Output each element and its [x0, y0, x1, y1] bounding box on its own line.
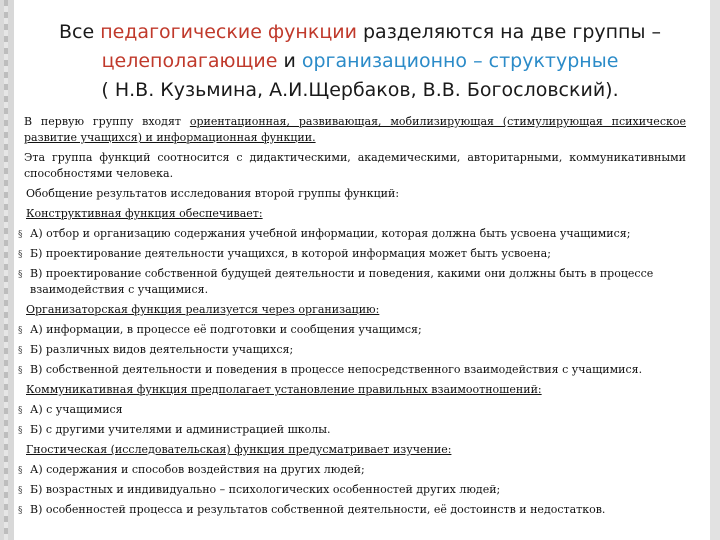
list-item: § А) информации, в процессе её подготовки и сообщения учащимся;: [30, 322, 686, 338]
bullet-icon: §: [18, 270, 23, 280]
list-item: § А) отбор и организацию содержания учебной информации, которая должна быть усвоена учащимися;: [30, 226, 686, 242]
organizational-heading: Организаторская функция реализуется через организацию:: [26, 303, 380, 316]
communicative-heading: Коммуникативная функция предполагает установление правильных взаимоотношений:: [26, 383, 542, 396]
list-item: § Б) различных видов деятельности учащихся;: [30, 342, 686, 358]
list-item: § Б) с другими учителями и администрацией школы.: [30, 422, 686, 438]
bullet-icon: §: [18, 466, 23, 476]
bullet-icon: §: [18, 230, 23, 240]
bullet-icon: §: [18, 346, 23, 356]
constructive-heading: Конструктивная функция обеспечивает:: [26, 207, 263, 220]
slide-body: [16, 114, 686, 522]
intro-paragraph-1: В первую группу входят ориентационная, развивающая, мобилизирующая (стимулирующая психическое развитие учащихся) и информационная функции.: [24, 115, 686, 144]
list-item: § В) собственной деятельности и поведения в процессе непосредственного взаимодействия с учащимися.: [30, 362, 686, 378]
list-item: § Б) проектирование деятельности учащихся, в которой информация может быть усвоена;: [30, 246, 686, 262]
title-highlight-pedagogical: педагогические функции: [100, 21, 357, 43]
slide-right-border: [710, 0, 720, 540]
bullet-icon: §: [18, 366, 23, 376]
bullet-icon: §: [18, 486, 23, 496]
title-highlight-org: организационно – структурные: [301, 50, 619, 72]
slide-left-border: [0, 0, 14, 540]
bullet-icon: §: [18, 506, 23, 516]
title-line-3: ( Н.В. Кузьмина, А.И.Щербаков, В.В. Богословский).: [101, 79, 619, 101]
title-line-1: Все педагогические функции разделяются на две группы –: [58, 21, 662, 43]
bullet-icon: §: [18, 426, 23, 436]
intro-paragraph-2: Эта группа функций соотносится с дидактическими, академическими, авторитарными, коммуникативными способностями человека.: [24, 151, 686, 180]
title-line-2: целеполагающие и организационно – структурные: [101, 50, 619, 72]
bullet-icon: §: [18, 326, 23, 336]
list-item: § В) особенностей процесса и результатов собственной деятельности, её достоинств и недостатков.: [30, 502, 686, 518]
group2-heading: Обобщение результатов исследования второй группы функций:: [26, 187, 400, 200]
list-item: § А) содержания и способов воздействия на других людей;: [30, 462, 686, 478]
gnostic-heading: Гностическая (исследовательская) функция предусматривает изучение:: [26, 443, 452, 456]
list-item: § В) проектирование собственной будущей деятельности и поведения, какими они должны быть в процессе взаимодействия с учащимися.: [18, 267, 654, 296]
list-item: § Б) возрастных и индивидуально – психологических особенностей других людей;: [30, 482, 686, 498]
list-item: § А) с учащимися: [30, 402, 686, 418]
bullet-icon: §: [18, 250, 23, 260]
slide-title: [20, 18, 700, 105]
bullet-icon: §: [18, 406, 23, 416]
title-highlight-goal: целеполагающие: [101, 50, 278, 72]
